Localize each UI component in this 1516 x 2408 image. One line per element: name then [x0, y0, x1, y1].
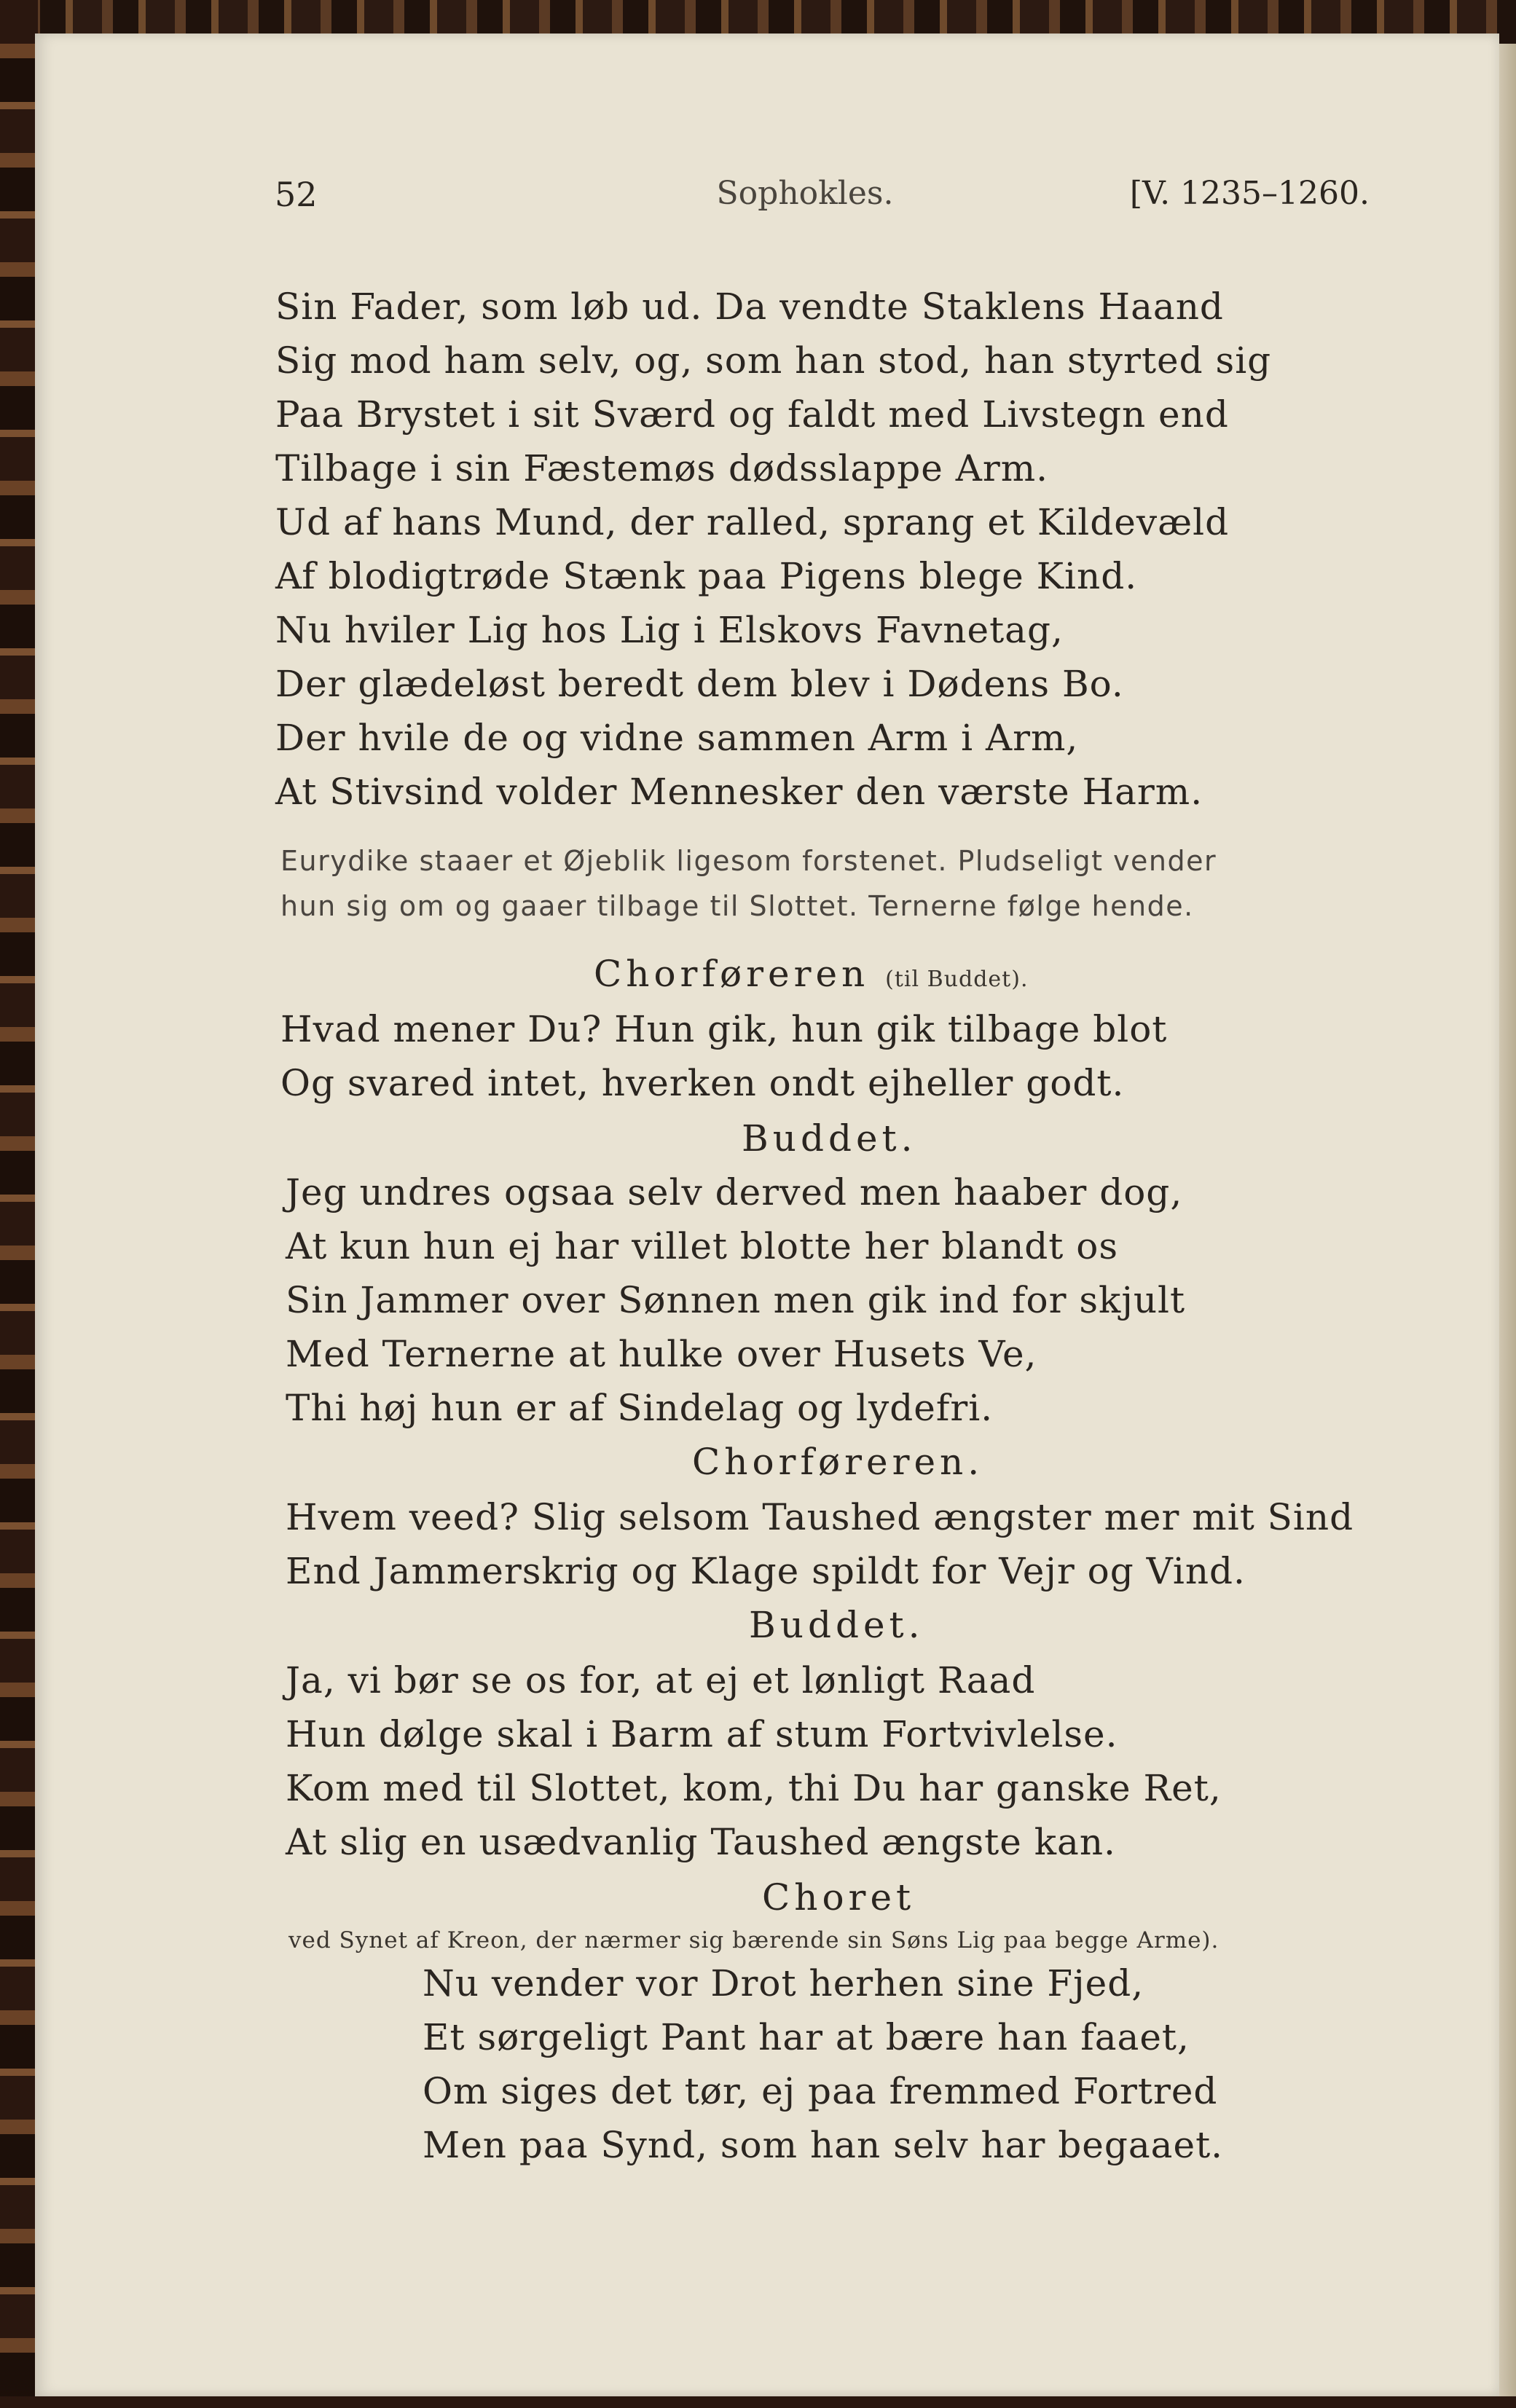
running-header	[240, 175, 1370, 226]
verse-line: Thi høj hun er af Sindelag og lydefri.	[286, 1387, 994, 1429]
verse-line: Ud af hans Mund, der ralled, sprang et Kildevæld	[275, 501, 1230, 543]
verse-line: Sin Jammer over Sønnen men gik ind for skjult	[286, 1279, 1186, 1321]
verse-line: Men paa Synd, som han selv har begaaet.	[423, 2124, 1224, 2166]
verse-line: Af blodigtrøde Stænk paa Pigens blege Kind.	[275, 555, 1138, 597]
stage-direction: Eurydike staaer et Øjeblik ligesom forstenet. Pludseligt vender	[280, 845, 1217, 877]
verse-line: At kun hun ej har villet blotte her blandt os	[286, 1225, 1119, 1267]
verse-line: Nu hviler Lig hos Lig i Elskovs Favnetag,	[275, 609, 1064, 651]
speaker-heading: Chorføreren.	[692, 1441, 984, 1483]
verse-line: Ja, vi bør se os for, at ej et lønligt Raad	[286, 1659, 1036, 1701]
verse-line: Og svared intet, hverken ondt ejheller godt.	[280, 1062, 1125, 1104]
stage-direction: hun sig om og gaaer tilbage til Slottet. Ternerne følge hende.	[280, 890, 1194, 922]
verse-line: Hun dølge skal i Barm af stum Fortvivlelse.	[286, 1713, 1118, 1755]
verse-line: At slig en usædvanlig Taushed ængste kan.	[286, 1821, 1116, 1863]
verse-line: End Jammerskrig og Klage spildt for Vejr og Vind.	[286, 1550, 1246, 1592]
verse-line: Kom med til Slottet, kom, thi Du har ganske Ret,	[286, 1767, 1222, 1809]
book-binding-bottom	[0, 2396, 1516, 2408]
verse-line: Tilbage i sin Fæstemøs dødsslappe Arm.	[275, 447, 1049, 489]
verse-line: Jeg undres ogsaa selv derved men haaber dog,	[286, 1171, 1183, 1213]
running-title: Sophokles.	[716, 175, 894, 212]
verse-line: Hvad mener Du? Hun gik, hun gik tilbage blot	[280, 1008, 1168, 1050]
verse-line: Sig mod ham selv, og, som han stod, han styrted sig	[275, 339, 1272, 382]
verse-line: Der hvile de og vidne sammen Arm i Arm,	[275, 717, 1079, 759]
speaker-heading	[594, 953, 1028, 995]
verse-line: Paa Brystet i sit Sværd og faldt med Livstegn end	[275, 393, 1229, 436]
verse-range: [V. 1235–1260.	[1129, 175, 1370, 212]
book-binding-left	[0, 0, 38, 2408]
verse-line: At Stivsind volder Mennesker den værste Harm.	[275, 771, 1203, 813]
speaker-heading: Choret	[762, 1876, 916, 1919]
speaker-heading: Buddet.	[749, 1604, 924, 1646]
verse-line: Med Ternerne at hulke over Husets Ve,	[286, 1333, 1037, 1375]
verse-line: Sin Fader, som løb ud. Da vendte Staklens Haand	[275, 286, 1224, 328]
stage-direction: ved Synet af Kreon, der nærmer sig bærende sin Søns Lig paa begge Arme).	[288, 1927, 1220, 1953]
verse-line: Der glædeløst beredt dem blev i Dødens Bo.	[275, 663, 1124, 705]
verse-line: Om siges det tør, ej paa fremmed Fortred	[423, 2070, 1218, 2112]
verse-line: Et sørgeligt Pant har at bære han faaet,	[423, 2016, 1190, 2058]
page-number: 52	[275, 175, 318, 214]
verse-line: Nu vender vor Drot herhen sine Fjed,	[423, 1962, 1144, 2004]
speaker-heading: Buddet.	[742, 1117, 917, 1160]
verse-line: Hvem veed? Slig selsom Taushed ængster mer mit Sind	[286, 1496, 1354, 1538]
speaker-name: Chorføreren	[594, 953, 870, 995]
speaker-note: (til Buddet).	[885, 967, 1029, 992]
